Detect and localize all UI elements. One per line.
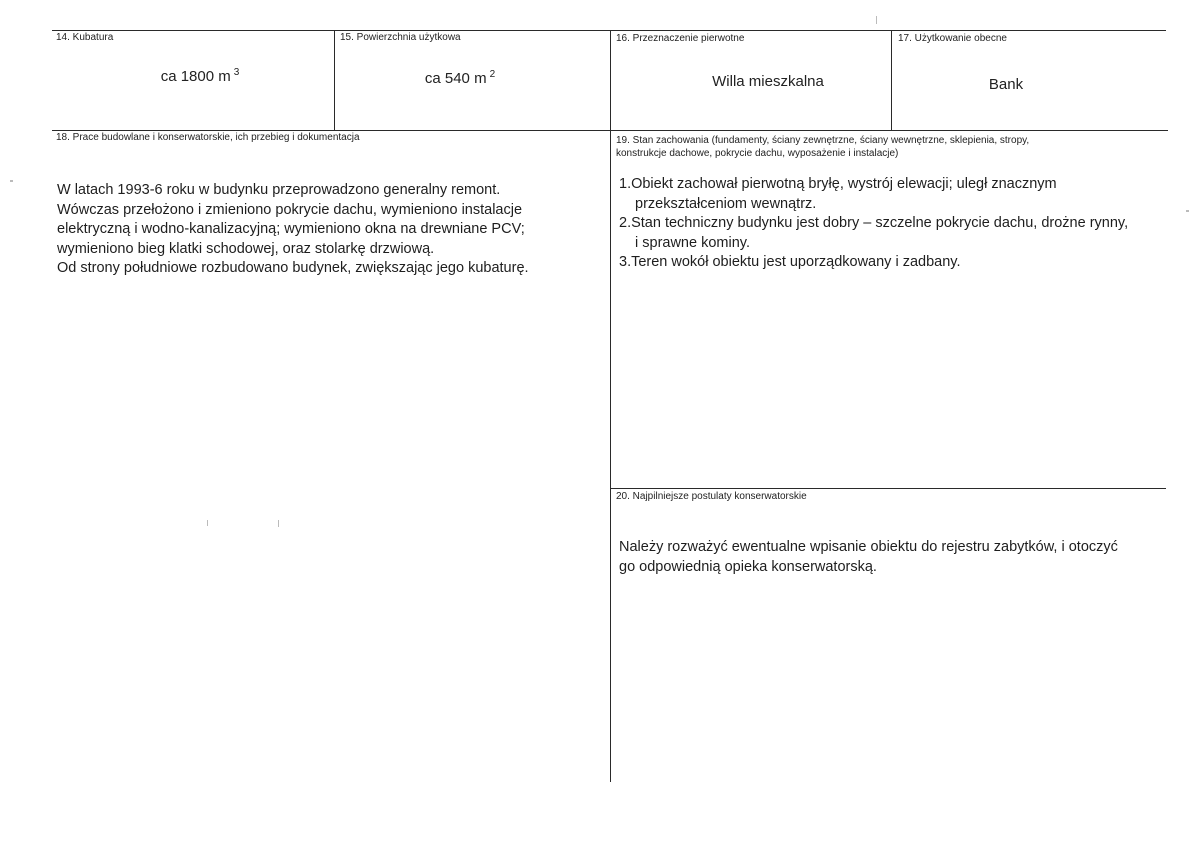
top-rule [52, 30, 1166, 31]
scan-speck [207, 520, 208, 526]
powierzchnia-value-text: ca 540 m [424, 70, 487, 87]
postulaty-label: 20. Najpilniejsze postulaty konserwatorskie [616, 491, 807, 502]
powierzchnia-unit-exponent: 2 [489, 69, 496, 80]
prace-line: wymieniono bieg klatki schodowej, oraz stolarkę drzwiową. [57, 240, 435, 257]
stan-line: 3.Teren wokół obiektu jest uporządkowany i zadbany. [619, 254, 961, 270]
stan-label-line1: 19. Stan zachowania (fundamenty, ściany zewnętrzne, ściany wewnętrzne, sklepienia, stropy, [616, 135, 1030, 146]
kubatura-unit-exponent: 3 [233, 67, 240, 78]
stan-line: 2.Stan techniczny budynku jest dobry – szczelne pokrycie dachu, drożne rynny, [619, 215, 1129, 231]
scan-speck [278, 520, 279, 527]
scan-speck [10, 180, 13, 182]
powierzchnia-label: 15. Powierzchnia użytkowa [340, 32, 461, 43]
prace-line: W latach 1993-6 roku w budynku przeprowadzono generalny remont. [57, 182, 501, 198]
col-divider-15-16 [610, 30, 611, 130]
col-divider-16-17 [891, 30, 892, 130]
postulaty-line: Należy rozważyć ewentualne wpisanie obiektu do rejestru zabytków, i otoczyć [619, 539, 1118, 555]
section-20-divider [610, 488, 1166, 489]
kubatura-value [100, 68, 300, 85]
scan-speck [1186, 210, 1189, 212]
prace-line: Wówczas przełożono i zmieniono pokrycie dachu, wymieniono instalacje [57, 201, 523, 218]
prace-line: elektryczną i wodno-kanalizacyjną; wymieniono okna na drewniane PCV; [57, 221, 525, 237]
stan-line: i sprawne kominy. [635, 234, 750, 251]
kubatura-label: 14. Kubatura [56, 32, 114, 43]
kubatura-value-text: ca 1800 m [160, 68, 231, 85]
uzytkowanie-label: 17. Użytkowanie obecne [898, 33, 1007, 44]
scan-speck [876, 16, 877, 24]
powierzchnia-value [360, 70, 560, 87]
prace-label: 18. Prace budowlane i konserwatorskie, ich przebieg i dokumentacja [56, 132, 360, 143]
postulaty-text [619, 538, 1118, 577]
col-divider-14-15 [334, 30, 335, 130]
przeznaczenie-value: Willa mieszkalna [712, 73, 824, 90]
stan-text [619, 175, 1128, 273]
stan-label-line2: konstrukcje dachowe, pokrycie dachu, wyposażenie i instalacje) [616, 148, 899, 159]
stan-line: przekształceniom wewnątrz. [635, 195, 817, 212]
postulaty-line: go odpowiednią opieka konserwatorską. [619, 558, 877, 575]
stan-line: 1.Obiekt zachował pierwotną bryłę, wystrój elewacji; uległ znacznym [619, 176, 1057, 192]
prace-text [57, 181, 529, 279]
col-divider-main [610, 130, 611, 782]
przeznaczenie-label: 16. Przeznaczenie pierwotne [616, 33, 745, 44]
uzytkowanie-value: Bank [988, 76, 1024, 93]
prace-line: Od strony południowe rozbudowano budynek, zwiększając jego kubaturę. [57, 260, 529, 276]
